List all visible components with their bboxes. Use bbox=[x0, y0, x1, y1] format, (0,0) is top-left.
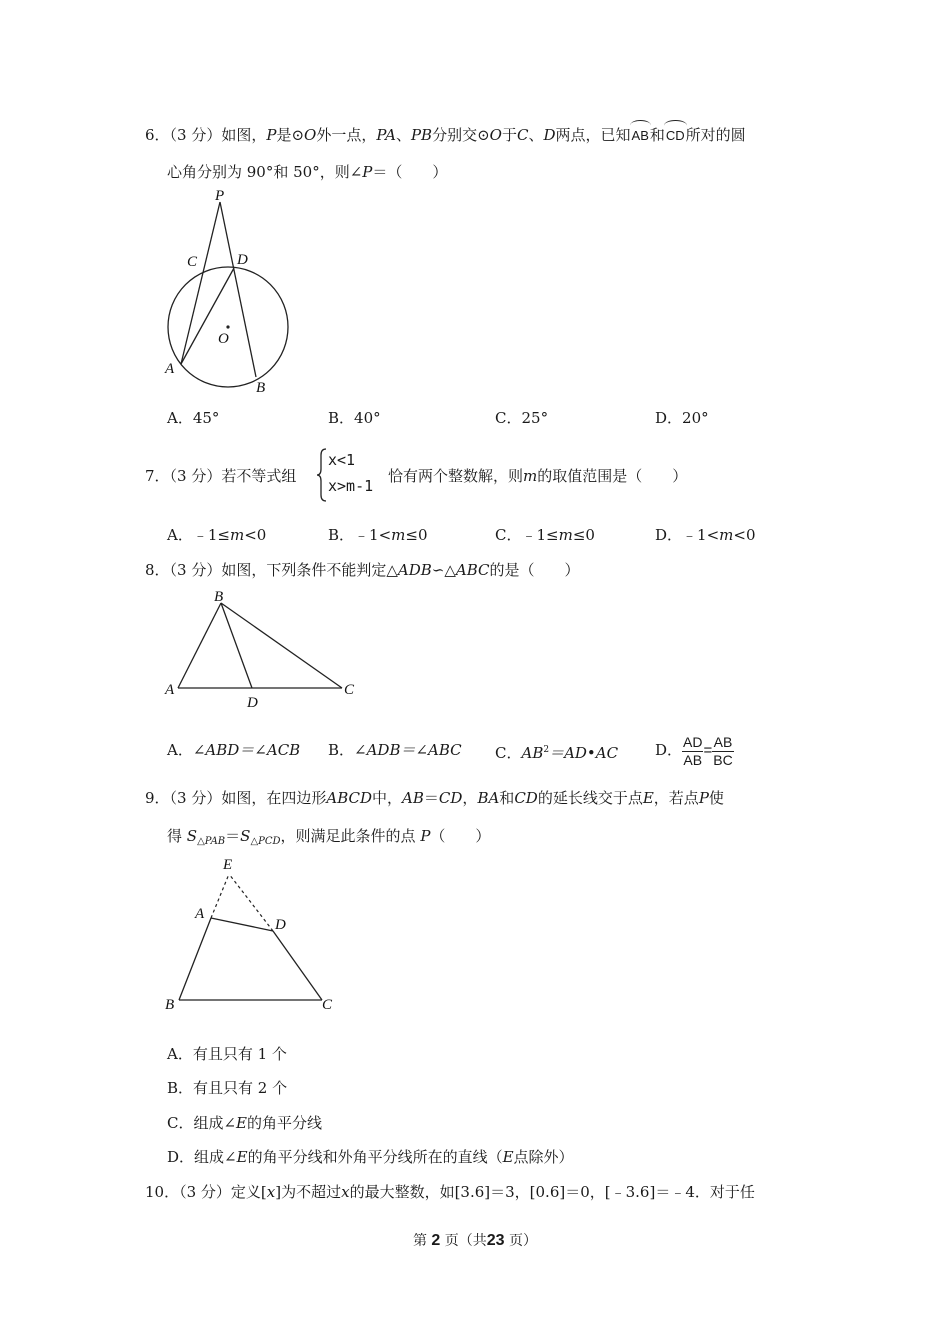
fraction-ad-ab: $\frac{AD}{AB}$ bbox=[683, 733, 703, 768]
q9-line1: 9．（3 分）如图，在四边形ABCD中，AB＝CD，BA和CD的延长线交于点E，若点P使 bbox=[145, 789, 724, 807]
q9-quadrilateral-figure bbox=[160, 852, 350, 1022]
page-number: 2 bbox=[431, 1232, 441, 1249]
inequality-1: x<1 bbox=[328, 451, 356, 469]
label-c: C bbox=[344, 682, 355, 698]
q6-circle-figure bbox=[160, 190, 300, 400]
q9-option-a[interactable]: A．有且只有 1 个 bbox=[167, 1045, 287, 1063]
label-p: P bbox=[215, 188, 225, 204]
extension-ae bbox=[211, 874, 229, 918]
q7-option-d[interactable]: D．﹣1<m<0 bbox=[655, 526, 756, 544]
label-a: A bbox=[165, 361, 175, 377]
label-e: E bbox=[223, 857, 233, 873]
arc-cd: CD bbox=[665, 126, 686, 146]
label-b: B bbox=[214, 589, 224, 605]
q6-option-a[interactable]: A．45° bbox=[167, 409, 220, 427]
label-a: A bbox=[165, 682, 175, 698]
segment-bd bbox=[221, 603, 252, 688]
label-b: B bbox=[256, 380, 266, 396]
page-footer: 第 2 页（共23 页） bbox=[412, 1232, 538, 1249]
q6-line1: 6．（3 分）如图，P是⊙O外一点，PA、PB分别交⊙O于C、D两点，已知AB和CD所对的圆 bbox=[145, 126, 746, 144]
q8-score: （3 分） bbox=[169, 561, 222, 579]
q7-score: （3 分） bbox=[169, 467, 222, 485]
q9-number: 9． bbox=[145, 789, 170, 807]
segment-ab bbox=[178, 603, 221, 688]
q9-line2: 得 $S_{\triangle PAB}=S_{\triangle PCD}$，则满足此条件的点 P（ ） bbox=[167, 827, 491, 847]
center-dot bbox=[226, 325, 229, 328]
q8-option-d[interactable]: D． $\frac{AD}{AB}$ = $\frac{AB}{BC}$ bbox=[655, 733, 733, 768]
q10-score: （3 分） bbox=[179, 1183, 231, 1201]
q6-option-c[interactable]: C．25° bbox=[495, 409, 549, 427]
label-b: B bbox=[165, 997, 175, 1013]
q7-number: 7． bbox=[145, 467, 170, 485]
inequality-2: x>m-1 bbox=[328, 477, 374, 495]
inequality-system bbox=[328, 447, 373, 499]
q6-score: （3 分） bbox=[169, 126, 222, 144]
q8-option-b[interactable]: B．∠ADB＝∠ABC bbox=[328, 741, 462, 759]
fraction-ab-bc: $\frac{AB}{BC}$ bbox=[713, 733, 733, 768]
label-d: D bbox=[275, 917, 286, 933]
q7-option-c[interactable]: C．﹣1≤m≤0 bbox=[495, 526, 595, 544]
q10-number: 10． bbox=[145, 1183, 180, 1201]
q7-line1-rest: 恰有两个整数解，则m的取值范围是（ ） bbox=[388, 467, 688, 485]
q10-line1: 10．（3 分）定义[x]为不超过x的最大整数，如[3.6]＝3，[0.6]＝0，[﹣3.6]＝﹣4．对于任 bbox=[145, 1183, 755, 1201]
q7-line1: 7．（3 分）若不等式组 bbox=[145, 467, 297, 485]
segment-ad bbox=[211, 918, 273, 931]
q6-option-d[interactable]: D．20° bbox=[655, 409, 709, 427]
extension-de bbox=[229, 874, 273, 931]
page-total: 23 bbox=[486, 1232, 505, 1249]
label-c: C bbox=[322, 997, 333, 1013]
q8-option-a[interactable]: A．∠ABD＝∠ACB bbox=[167, 741, 301, 759]
label-o: O bbox=[218, 331, 229, 347]
q8-option-c[interactable]: C．$AB^2=AD•AC$ bbox=[495, 744, 619, 762]
q7-option-b[interactable]: B．﹣1<m≤0 bbox=[328, 526, 428, 544]
label-c: C bbox=[187, 254, 198, 270]
q7-option-a[interactable]: A．﹣1≤m<0 bbox=[167, 526, 267, 544]
segment-bc bbox=[221, 603, 342, 688]
label-d: D bbox=[247, 695, 258, 711]
arc-ab: AB bbox=[631, 126, 650, 146]
q8-triangle-figure bbox=[160, 585, 365, 710]
segment-ab bbox=[179, 918, 211, 1000]
segment-ad bbox=[181, 268, 234, 364]
label-d: D bbox=[237, 252, 248, 268]
q6-option-b[interactable]: B．40° bbox=[328, 409, 381, 427]
q9-option-b[interactable]: B．有且只有 2 个 bbox=[167, 1079, 288, 1097]
q9-option-c[interactable]: C．组成∠E的角平分线 bbox=[167, 1114, 323, 1132]
q9-option-d[interactable]: D．组成∠E的角平分线和外角平分线所在的直线（E点除外） bbox=[167, 1148, 574, 1166]
q9-score: （3 分） bbox=[169, 789, 222, 807]
system-brace bbox=[315, 447, 329, 503]
segment-cd bbox=[273, 931, 322, 1000]
q8-number: 8． bbox=[145, 561, 170, 579]
q8-line1: 8．（3 分）如图，下列条件不能判定△ADB∽△ABC的是（ ） bbox=[145, 561, 580, 579]
segment-pb bbox=[220, 202, 256, 377]
q6-line2: 心角分别为 90°和 50°，则∠P＝（ ） bbox=[167, 163, 448, 181]
label-a: A bbox=[195, 906, 205, 922]
q6-number: 6． bbox=[145, 126, 170, 144]
